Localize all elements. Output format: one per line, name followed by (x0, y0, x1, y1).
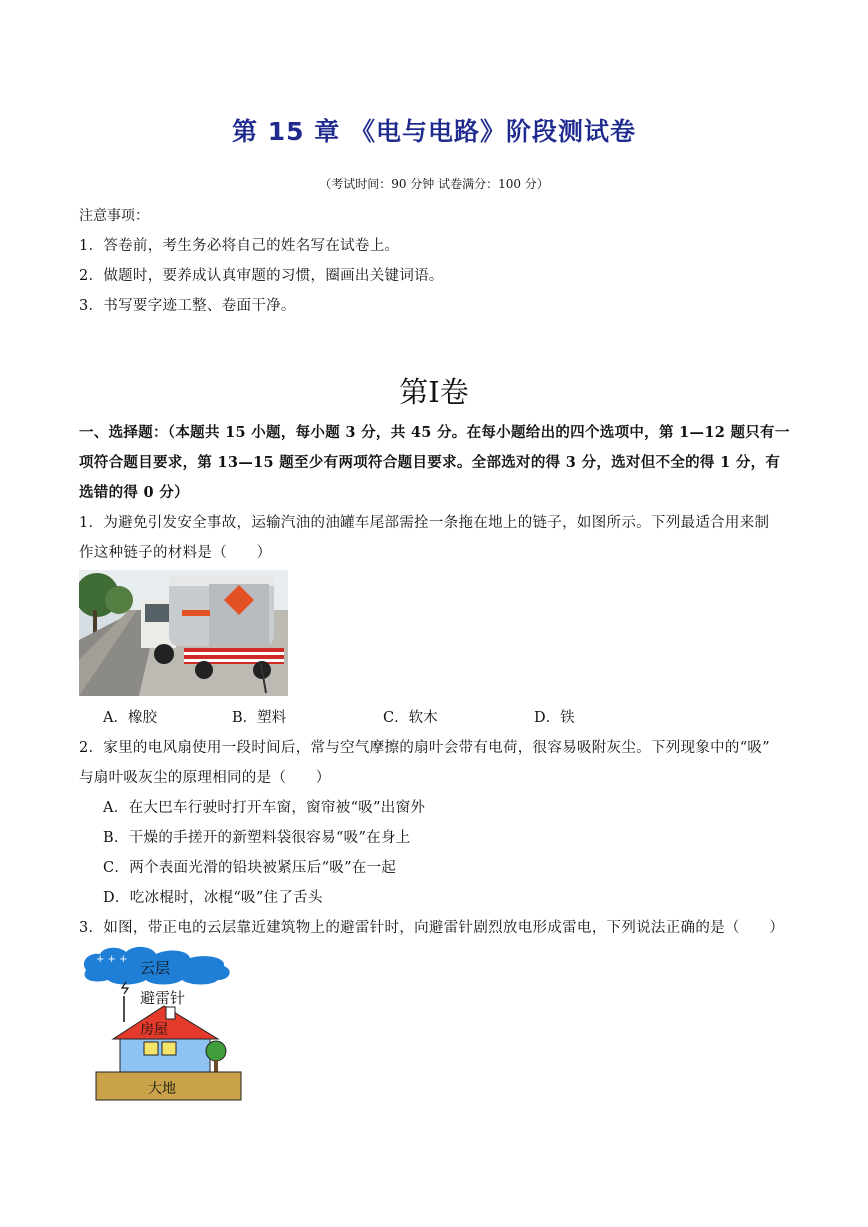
volume-title: 第Ⅰ卷 (399, 375, 469, 409)
q1-option-c: C．软木 (383, 710, 438, 726)
note-item: 1．答卷前，考生务必将自己的姓名写在试卷上。 (79, 238, 400, 254)
tanker-truck-photo (79, 570, 288, 696)
exam-info: （考试时间：90 分钟 试卷满分：100 分） (319, 177, 549, 191)
q1-option-b: B．塑料 (232, 710, 287, 726)
q2-option-d: D．吃冰棍时，冰棍“吸”住了舌头 (103, 890, 323, 906)
q2-option-a: A．在大巴车行驶时打开车窗，窗帘被“吸”出窗外 (103, 800, 426, 816)
q2-option-c: C．两个表面光滑的铅块被紧压后“吸”在一起 (103, 860, 397, 876)
q2-option-b: B．干燥的手搓开的新塑料袋很容易“吸”在身上 (103, 830, 411, 846)
notes-heading: 注意事项： (79, 208, 149, 224)
question-2-text: 与扇叶吸灰尘的原理相同的是（ ） (79, 770, 331, 786)
q1-option-a: A．橡胶 (103, 710, 157, 726)
question-2-text: 2．家里的电风扇使用一段时间后，常与空气摩擦的扇叶会带有电荷，很容易吸附灰尘。下列现象中的“吸” (79, 740, 770, 756)
question-1-text: 1．为避免引发安全事故，运输汽油的油罐车尾部需拴一条拖在地上的链子，如图所示。下列最适合用来制 (79, 515, 770, 531)
question-3-text: 3．如图，带正电的云层靠近建筑物上的避雷针时，向避雷针剧烈放电形成雷电，下列说法正确的是（ ） (79, 920, 785, 936)
note-item: 3．书写要字迹工整、卷面干净。 (79, 298, 296, 314)
cloud-label: 云层 (140, 959, 171, 977)
section-instructions: 选错的得 0 分） (79, 484, 189, 501)
q1-option-d: D．铁 (534, 710, 575, 726)
rod-label: 避雷针 (140, 989, 186, 1007)
house-label: 房屋 (140, 1022, 168, 1038)
lightning-rod-diagram (78, 944, 248, 1106)
section-instructions: 项符合题目要求，第 13—15 题至少有两项符合题目要求。全部选对的得 3 分，选对但不全的得 1 分，有 (79, 454, 781, 471)
section-instructions: 一、选择题：（本题共 15 小题，每小题 3 分，共 45 分。在每小题给出的四个选项中，第 1—12 题只有一 (79, 424, 790, 441)
page-title: 第 15 章 《电与电路》阶段测试卷 (232, 117, 636, 146)
question-1-text: 作这种链子的材料是（ ） (79, 545, 272, 561)
note-item: 2．做题时，要养成认真审题的习惯，圈画出关键词语。 (79, 268, 444, 284)
positive-charges: + + + (96, 954, 128, 965)
ground-label: 大地 (148, 1081, 176, 1097)
